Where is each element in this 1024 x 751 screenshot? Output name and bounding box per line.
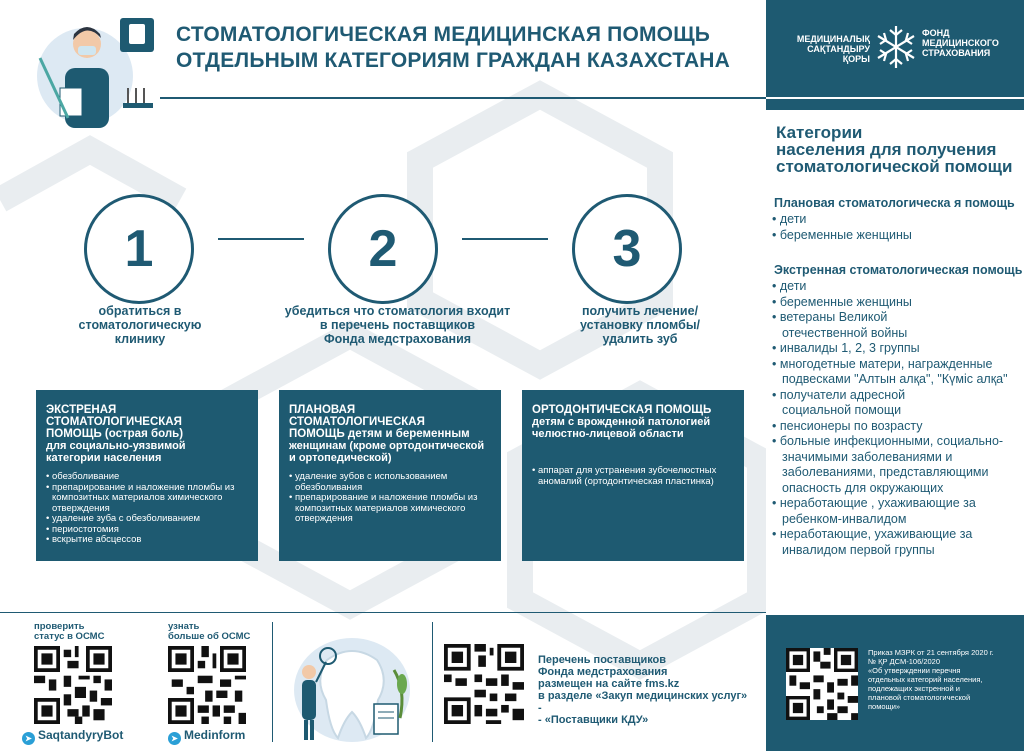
step-1-line: обратиться в: [98, 304, 182, 318]
emergency-care-title: Экстренная стоматологическая помощь: [774, 263, 1023, 277]
list-item: • дети: [772, 279, 1020, 295]
box-list: [46, 472, 248, 546]
logo-text-ru: [922, 28, 1022, 58]
qr-code-medinform[interactable]: [168, 646, 246, 724]
page-title: [176, 22, 756, 74]
fund-logo: [788, 20, 1008, 80]
box-subtitle-line: детям с врожденной патологией: [532, 416, 711, 428]
box-subtitle: [289, 440, 491, 464]
emergency-care-box: [36, 390, 258, 561]
emergency-care-list: [772, 279, 1020, 558]
list-item: • вскрытие абсцессов: [46, 535, 248, 546]
sidebar-divider: [766, 97, 1024, 99]
list-item: • удаление зуба с обезболиванием: [46, 514, 248, 525]
box-title-line: ОРТОДОНТИЧЕСКАЯ ПОМОЩЬ: [532, 404, 712, 416]
categories-heading-line-1: Категории: [776, 123, 863, 142]
list-item: • беременные женщины: [772, 228, 1020, 244]
list-item: • неработающие , ухаживающие за ребенком-инвалидом: [772, 496, 982, 527]
providers-line: в разделе «Закуп медицинских услуг» -: [538, 690, 748, 714]
box-list: [532, 466, 734, 487]
telegram-icon: ➤: [168, 732, 181, 745]
box-title-line: ПОМОЩЬ (острая боль): [46, 428, 184, 440]
header: [0, 0, 766, 98]
step-3-text: [540, 304, 740, 346]
logo-ru-line-3: СТРАХОВАНИЯ: [922, 48, 991, 58]
step-2-line: убедиться что стоматология входит: [284, 304, 511, 318]
logo-kz-line-1: МЕДИЦИНАЛЫҚ: [796, 34, 870, 44]
step-1-line: клинику: [114, 332, 166, 346]
categories-heading-line-3: стоматологической помощи: [776, 157, 1013, 176]
order-line: помощи»: [868, 702, 901, 711]
qr2-label-line: больше об ОСМС: [168, 630, 251, 642]
box-title-line: ПЛАНОВАЯ СТОМАТОЛОГИЧЕСКАЯ: [289, 404, 425, 428]
order-line: № ҚР ДСМ-106/2020: [868, 657, 941, 666]
box-subtitle-line: женщинам (кроме ортодонтической: [289, 440, 485, 452]
logo-kz-line-2: САҚТАНДЫРУ: [807, 44, 870, 54]
list-item: • беременные женщины: [772, 295, 1020, 311]
medinform-handle: Medinform: [184, 728, 246, 742]
box-title: [46, 404, 248, 440]
list-item: • обезболивание: [46, 472, 248, 483]
orthodontic-care-box: [522, 390, 744, 561]
logo-ru-line-2: МЕДИЦИНСКОГО: [922, 38, 999, 48]
logo-text-kz: [788, 34, 870, 64]
list-item: • препарирование и наложение пломбы из композитных материалов химического отверждения: [289, 493, 491, 525]
list-item: • препарирование и наложение пломбы из композитных материалов химического отверждения: [46, 483, 248, 515]
providers-line: - «Поставщики КДУ»: [538, 714, 649, 726]
logo-ru-line-1: ФОНД: [922, 28, 950, 38]
box-subtitle-line: и ортопедической): [289, 452, 392, 464]
telegram-bot-link[interactable]: [22, 728, 123, 745]
box-title: [532, 404, 734, 416]
providers-text: [538, 654, 753, 726]
qr2-label: [168, 622, 250, 641]
step-1-circle: 1: [84, 194, 194, 304]
list-item: • периостотомия: [46, 525, 248, 536]
box-subtitle-line: челюстно-лицевой области: [532, 428, 684, 440]
order-line: подлежащих экстренной и: [868, 684, 960, 693]
qr1-label-line: статус в ОСМС: [34, 630, 105, 642]
qr-code-bot[interactable]: [34, 646, 112, 724]
step-3-line: установку пломбы/: [580, 318, 700, 332]
list-item: • больные инфекционными, социально-значимыми заболеваниями и заболеваниями, представляющими опасность для окружающих: [772, 434, 1020, 496]
planned-care-box: [279, 390, 501, 561]
tooth-illustration: [282, 620, 422, 748]
step-2-line: Фонда медстрахования: [323, 332, 472, 346]
header-divider: [160, 97, 766, 99]
box-title: [289, 404, 491, 440]
list-item: • инвалиды 1, 2, 3 группы: [772, 341, 1020, 357]
telegram-medinform-link[interactable]: [168, 728, 245, 745]
categories-heading: [776, 124, 1021, 175]
categories-heading-line-2: населения для получения: [776, 140, 997, 159]
providers-line: Перечень поставщиков: [538, 654, 667, 666]
order-reference: [868, 648, 1018, 711]
list-item: • многодетные матери, награжденные подвесками "Алтын алқа", "Күміс алқа": [772, 357, 1020, 388]
box-subtitle: [46, 440, 248, 464]
step-connector: [462, 238, 548, 240]
footer-separator: [272, 622, 273, 742]
step-connector: [218, 238, 304, 240]
qr2-label-line: узнать: [168, 621, 200, 632]
step-1-text: [40, 304, 240, 346]
box-title-line: ПОМОЩЬ детям и беременным: [289, 428, 470, 440]
bot-handle: SaqtandyryBot: [38, 728, 124, 742]
title-line-1: СТОМАТОЛОГИЧЕСКАЯ МЕДИЦИНСКАЯ ПОМОЩЬ: [176, 23, 711, 46]
logo-kz-line-3: ҚОРЫ: [842, 54, 870, 64]
list-item: • удаление зубов с использованием обезболивания: [289, 472, 491, 493]
providers-line: размещен на сайте fms.kz: [538, 678, 680, 690]
planned-care-title: Плановая стоматологическа я помощь: [774, 196, 1015, 210]
box-subtitle: [532, 416, 734, 440]
qr1-label-line: проверить: [34, 621, 85, 632]
step-3-circle: 3: [572, 194, 682, 304]
planned-care-list: [772, 212, 1020, 243]
box-list: [289, 472, 491, 525]
categories-panel: [766, 110, 1024, 615]
qr-code-order[interactable]: [786, 648, 858, 720]
step-1-line: стоматологическую: [78, 318, 202, 332]
list-item: • дети: [772, 212, 1020, 228]
list-item: • получатели адресной социальной помощи: [772, 388, 932, 419]
box-subtitle-line: для социально-уязвимой: [46, 440, 186, 452]
snowflake-logo-icon: [874, 22, 918, 72]
order-line: Приказ МЗРК от 21 сентября 2020 г.: [868, 648, 994, 657]
list-item: • ветераны Великой отечественной войны: [772, 310, 952, 341]
list-item: • неработающие, ухаживающие за инвалидом первой группы: [772, 527, 997, 558]
step-2-circle: 2: [328, 194, 438, 304]
title-line-2: ОТДЕЛЬНЫМ КАТЕГОРИЯМ ГРАЖДАН КАЗАХСТАНА: [176, 49, 731, 72]
providers-line: Фонда медстрахования: [538, 666, 668, 678]
order-line: отдельных категорий населения,: [868, 675, 983, 684]
order-line: плановой стоматологической: [868, 693, 971, 702]
qr1-label: [34, 622, 104, 641]
telegram-icon: ➤: [22, 732, 35, 745]
box-title-line: ЭКСТРЕНАЯ СТОМАТОЛОГИЧЕСКАЯ: [46, 404, 182, 428]
footer-divider: [0, 612, 766, 613]
footer-separator: [432, 622, 433, 742]
dentist-illustration: [30, 8, 160, 133]
qr-code-providers[interactable]: [444, 644, 524, 724]
step-3-line: удалить зуб: [602, 332, 678, 346]
list-item: • аппарат для устранения зубочелюстных аномалий (ортодонтическая пластинка): [532, 466, 734, 487]
step-3-line: получить лечение/: [581, 304, 699, 318]
list-item: • пенсионеры по возрасту: [772, 419, 1020, 435]
order-line: «Об утверждении перечня: [868, 666, 961, 675]
step-2-line: в перечень поставщиков: [319, 318, 476, 332]
box-subtitle-line: категории населения: [46, 452, 162, 464]
step-2-text: [270, 304, 525, 346]
